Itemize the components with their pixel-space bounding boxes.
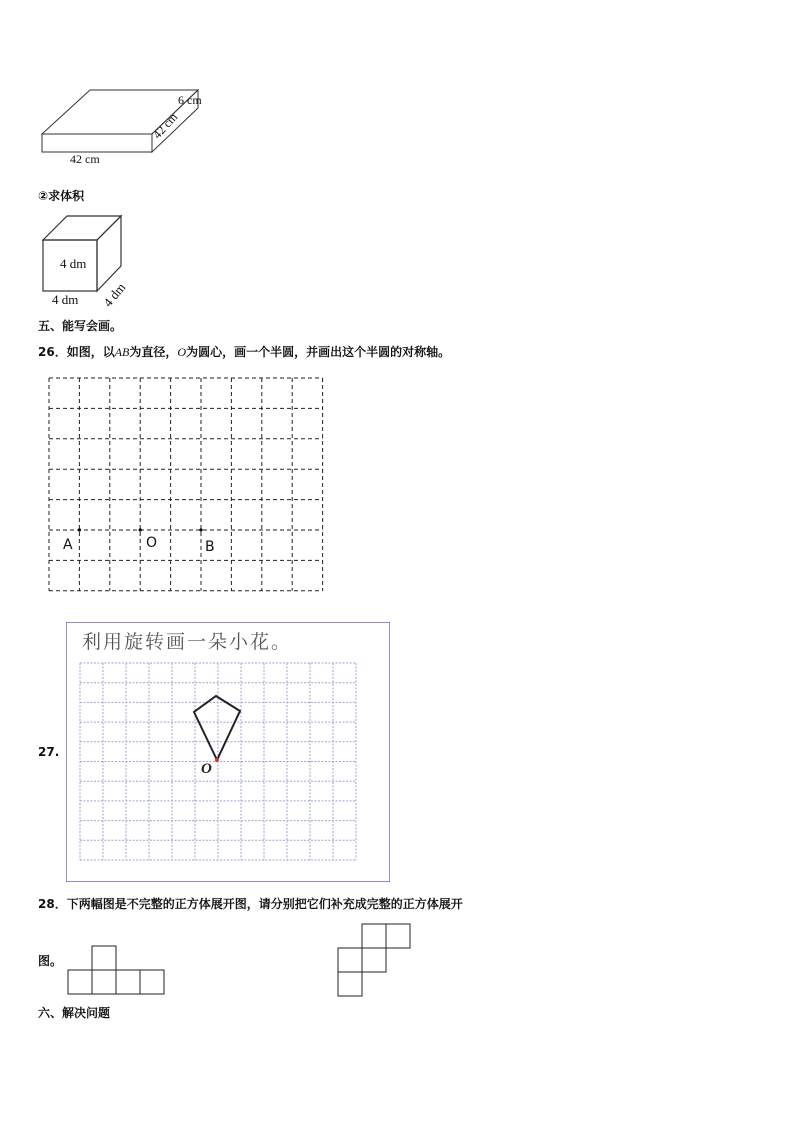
q28-text-line2: 图。 [38, 954, 63, 968]
q26-text-2: 为直径， [129, 345, 178, 359]
cube-depth-label: 4 dm [100, 279, 129, 310]
q28-net-right [338, 924, 410, 996]
point-a-dot [78, 528, 81, 531]
q26-number: 26． [38, 345, 67, 359]
cube-front-label: 4 dm [60, 256, 87, 271]
q26-text-1: 如图，以 [66, 345, 115, 359]
point-b-dot [199, 528, 202, 531]
point-b-label: B [205, 539, 215, 555]
cuboid-depth-label: 42 cm [150, 109, 181, 142]
q26-text [38, 343, 450, 360]
q28-text: 下两幅图是不完整的正方体展开图，请分别把它们补充成完整的正方体展开 [66, 897, 463, 911]
volume-question-label: ②求体积 [38, 189, 85, 203]
q26-o: O [177, 345, 187, 359]
section-five-title: 五、能写会画。 [38, 319, 123, 333]
q27-caption: 利用旋转画一朵小花。 [82, 631, 293, 653]
section-six-title: 六、解决问题 [38, 1006, 111, 1020]
q26-text-3: 为圆心，画一个半圆，并画出这个半圆的对称轴。 [186, 345, 451, 359]
point-o-dot [139, 528, 142, 531]
point-o-label: O [146, 535, 158, 551]
q27-figure-frame [66, 622, 390, 882]
q27-number: 27. [38, 745, 60, 759]
q28-number: 28． [38, 897, 67, 911]
cuboid-width-label: 42 cm [70, 152, 100, 166]
q28-net-left [68, 946, 164, 994]
q27-point-o-label: O [201, 761, 212, 777]
q28-text-line1 [38, 895, 463, 912]
cuboid-height-label: 6 cm [178, 93, 202, 107]
q26-ab: AB [114, 345, 130, 359]
cube-bottom-label: 4 dm [52, 292, 79, 307]
point-a-label: A [63, 537, 73, 553]
